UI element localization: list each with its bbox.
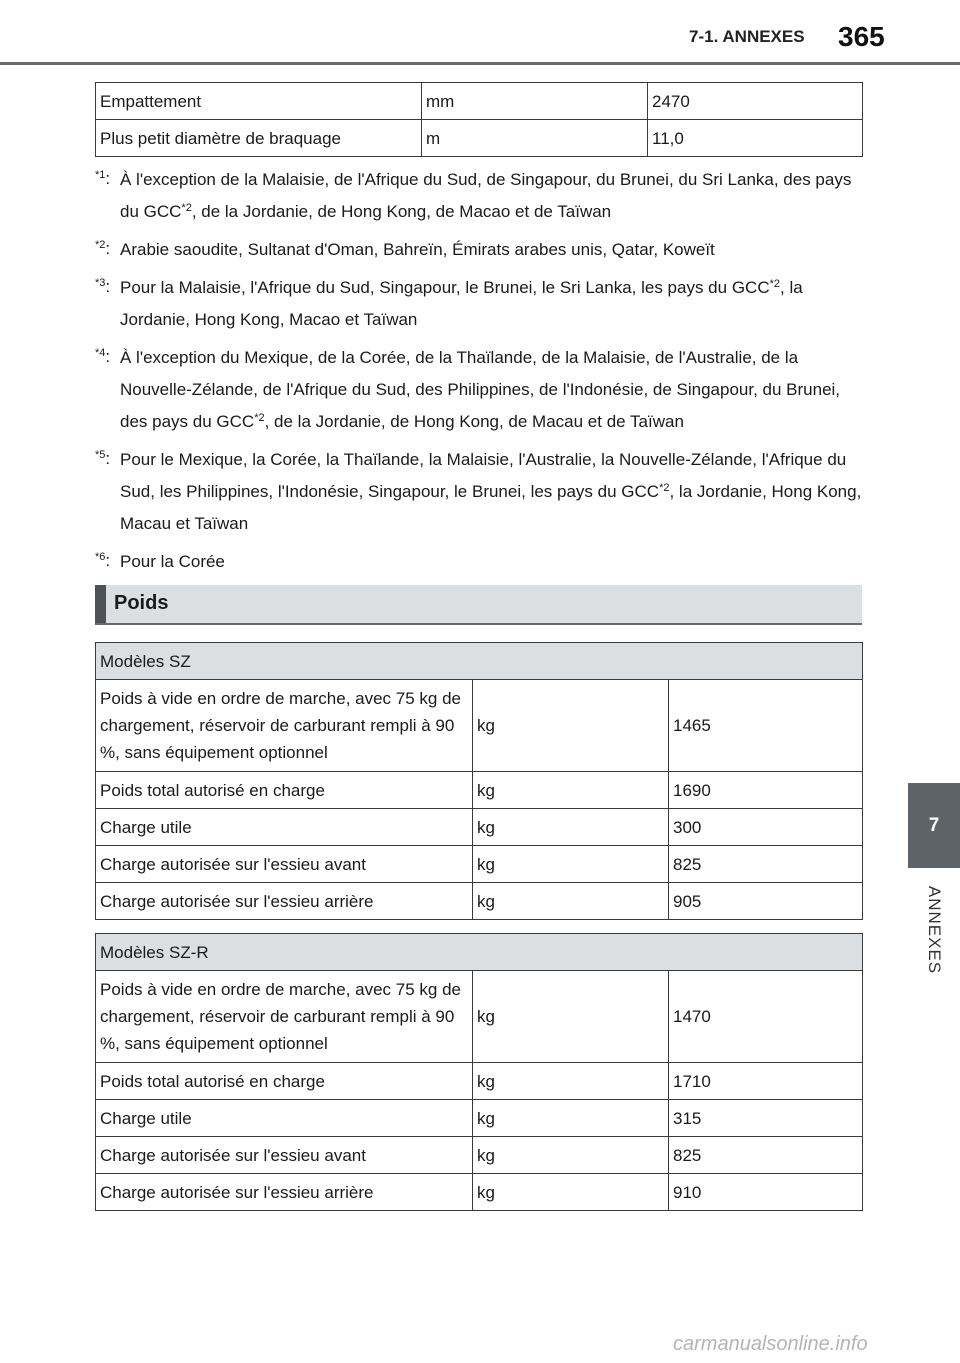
weights-table-szr (95, 933, 863, 1211)
footnote-marker: $^{*4}$: (95, 347, 111, 366)
footnote-reference: *2 (254, 412, 265, 424)
table-row (96, 772, 863, 809)
table-row (96, 809, 863, 846)
table-row (96, 1174, 863, 1211)
table-row (96, 883, 863, 920)
row-unit: kg (473, 971, 669, 1063)
row-value: 1470 (669, 971, 863, 1063)
dimensions-table (95, 82, 863, 157)
footnote-text: À l'exception du Mexique, de la Corée, de la Thaïlande, de la Malaisie, de l'Australie, de la Nouvelle-Zélande, de l'Afrique du Sud, des Philippines, de l'Indonésie, de Singapour, du Brunei, des pays du GCC$^{*2}$, de la Jordanie, de Hong Kong, de Macau et de Taïwan (120, 348, 841, 431)
footnote-item (95, 444, 865, 540)
footnote-text: Arabie saoudite, Sultanat d'Oman, Bahreïn, Émirats arabes unis, Qatar, Koweït (120, 240, 715, 259)
table-title: Modèles SZ (96, 643, 863, 680)
table-row (96, 1100, 863, 1137)
row-item: Charge autorisée sur l'essieu avant (96, 846, 473, 883)
section-heading (95, 585, 862, 625)
row-value: 315 (669, 1100, 863, 1137)
table-row (96, 680, 863, 772)
watermark-text: carmanualsonline.info (673, 1333, 868, 1355)
row-value: 300 (669, 809, 863, 846)
table-row (96, 1063, 863, 1100)
row-item: Plus petit diamètre de braquage (96, 120, 422, 157)
section-title: Poids (114, 592, 169, 614)
row-item: Poids total autorisé en charge (96, 772, 473, 809)
row-item: Charge autorisée sur l'essieu avant (96, 1137, 473, 1174)
row-value: 1465 (669, 680, 863, 772)
header-section-title: 7-1. ANNEXES (689, 27, 805, 46)
footnote-marker: $^{*3}$: (95, 277, 111, 296)
footnotes-list (95, 164, 865, 584)
row-unit: kg (473, 846, 669, 883)
row-item: Empattement (96, 83, 422, 120)
footnote-text: Pour la Corée (120, 552, 225, 571)
footnote-item (95, 546, 865, 578)
chapter-label: ANNEXES (925, 885, 944, 975)
row-unit: kg (473, 680, 669, 772)
footnote-reference: *2 (659, 482, 670, 494)
row-item: Charge autorisée sur l'essieu arrière (96, 883, 473, 920)
row-unit: kg (473, 1063, 669, 1100)
table-row (96, 83, 863, 120)
footnote-text: Pour la Malaisie, l'Afrique du Sud, Singapour, le Brunei, le Sri Lanka, les pays du GCC$^{*2}$, la Jordanie, Hong Kong, Macao et Taïwan (120, 278, 803, 329)
weights-table-sz (95, 642, 863, 920)
row-unit: m (422, 120, 648, 157)
footnote-marker: $^{*5}$: (95, 449, 111, 468)
page-number: 365 (838, 21, 885, 52)
row-item: Charge autorisée sur l'essieu arrière (96, 1174, 473, 1211)
row-value: 1710 (669, 1063, 863, 1100)
row-value: 1690 (669, 772, 863, 809)
row-value: 2470 (648, 83, 863, 120)
row-unit: kg (473, 1174, 669, 1211)
row-value: 905 (669, 883, 863, 920)
footnote-item (95, 272, 865, 336)
section-heading-bar (95, 585, 106, 623)
footnote-reference: *2 (181, 202, 192, 214)
row-value: 11,0 (648, 120, 863, 157)
footnote-item (95, 164, 865, 228)
row-item: Poids total autorisé en charge (96, 1063, 473, 1100)
table-header-row (96, 643, 863, 680)
row-unit: mm (422, 83, 648, 120)
row-unit: kg (473, 1100, 669, 1137)
table-row (96, 846, 863, 883)
header-divider (0, 62, 960, 65)
row-item: Charge utile (96, 809, 473, 846)
footnote-item (95, 234, 865, 266)
row-unit: kg (473, 772, 669, 809)
footnote-reference: *2 (769, 278, 781, 290)
footnote-text: À l'exception de la Malaisie, de l'Afrique du Sud, de Singapour, du Brunei, du Sri Lanka, des pays du GCC$^{*2}$, de la Jordanie, de Hong Kong, de Macao et de Taïwan (120, 170, 852, 221)
table-header-row (96, 934, 863, 971)
table-row (96, 120, 863, 157)
footnote-item (95, 342, 865, 438)
row-value: 910 (669, 1174, 863, 1211)
table-row (96, 1137, 863, 1174)
table-row (96, 971, 863, 1063)
footnote-marker: $^{*2}$: (95, 239, 111, 258)
row-value: 825 (669, 1137, 863, 1174)
row-item: Poids à vide en ordre de marche, avec 75 kg de chargement, réservoir de carburant rempli à 90 %, sans équipement optionnel (96, 971, 473, 1063)
footnote-marker: $^{*6}$: (95, 551, 111, 570)
row-value: 825 (669, 846, 863, 883)
chapter-tab[interactable] (908, 783, 960, 868)
chapter-number: 7 (928, 814, 940, 836)
row-unit: kg (473, 809, 669, 846)
footnote-text: Pour le Mexique, la Corée, la Thaïlande, la Malaisie, l'Australie, la Nouvelle-Zélande, l'Afrique du Sud, les Philippines, l'Indonésie, Singapour, le Brunei, les pays du GCC$^{*2}$, la Jordanie, Hong Kong, Macau et Taïwan (120, 450, 862, 533)
row-item: Poids à vide en ordre de marche, avec 75 kg de chargement, réservoir de carburant rempli à 90 %, sans équipement optionnel (96, 680, 473, 772)
row-item: Charge utile (96, 1100, 473, 1137)
row-unit: kg (473, 883, 669, 920)
footnote-marker: $^{*1}$: (95, 169, 111, 188)
row-unit: kg (473, 1137, 669, 1174)
table-title: Modèles SZ-R (96, 934, 863, 971)
